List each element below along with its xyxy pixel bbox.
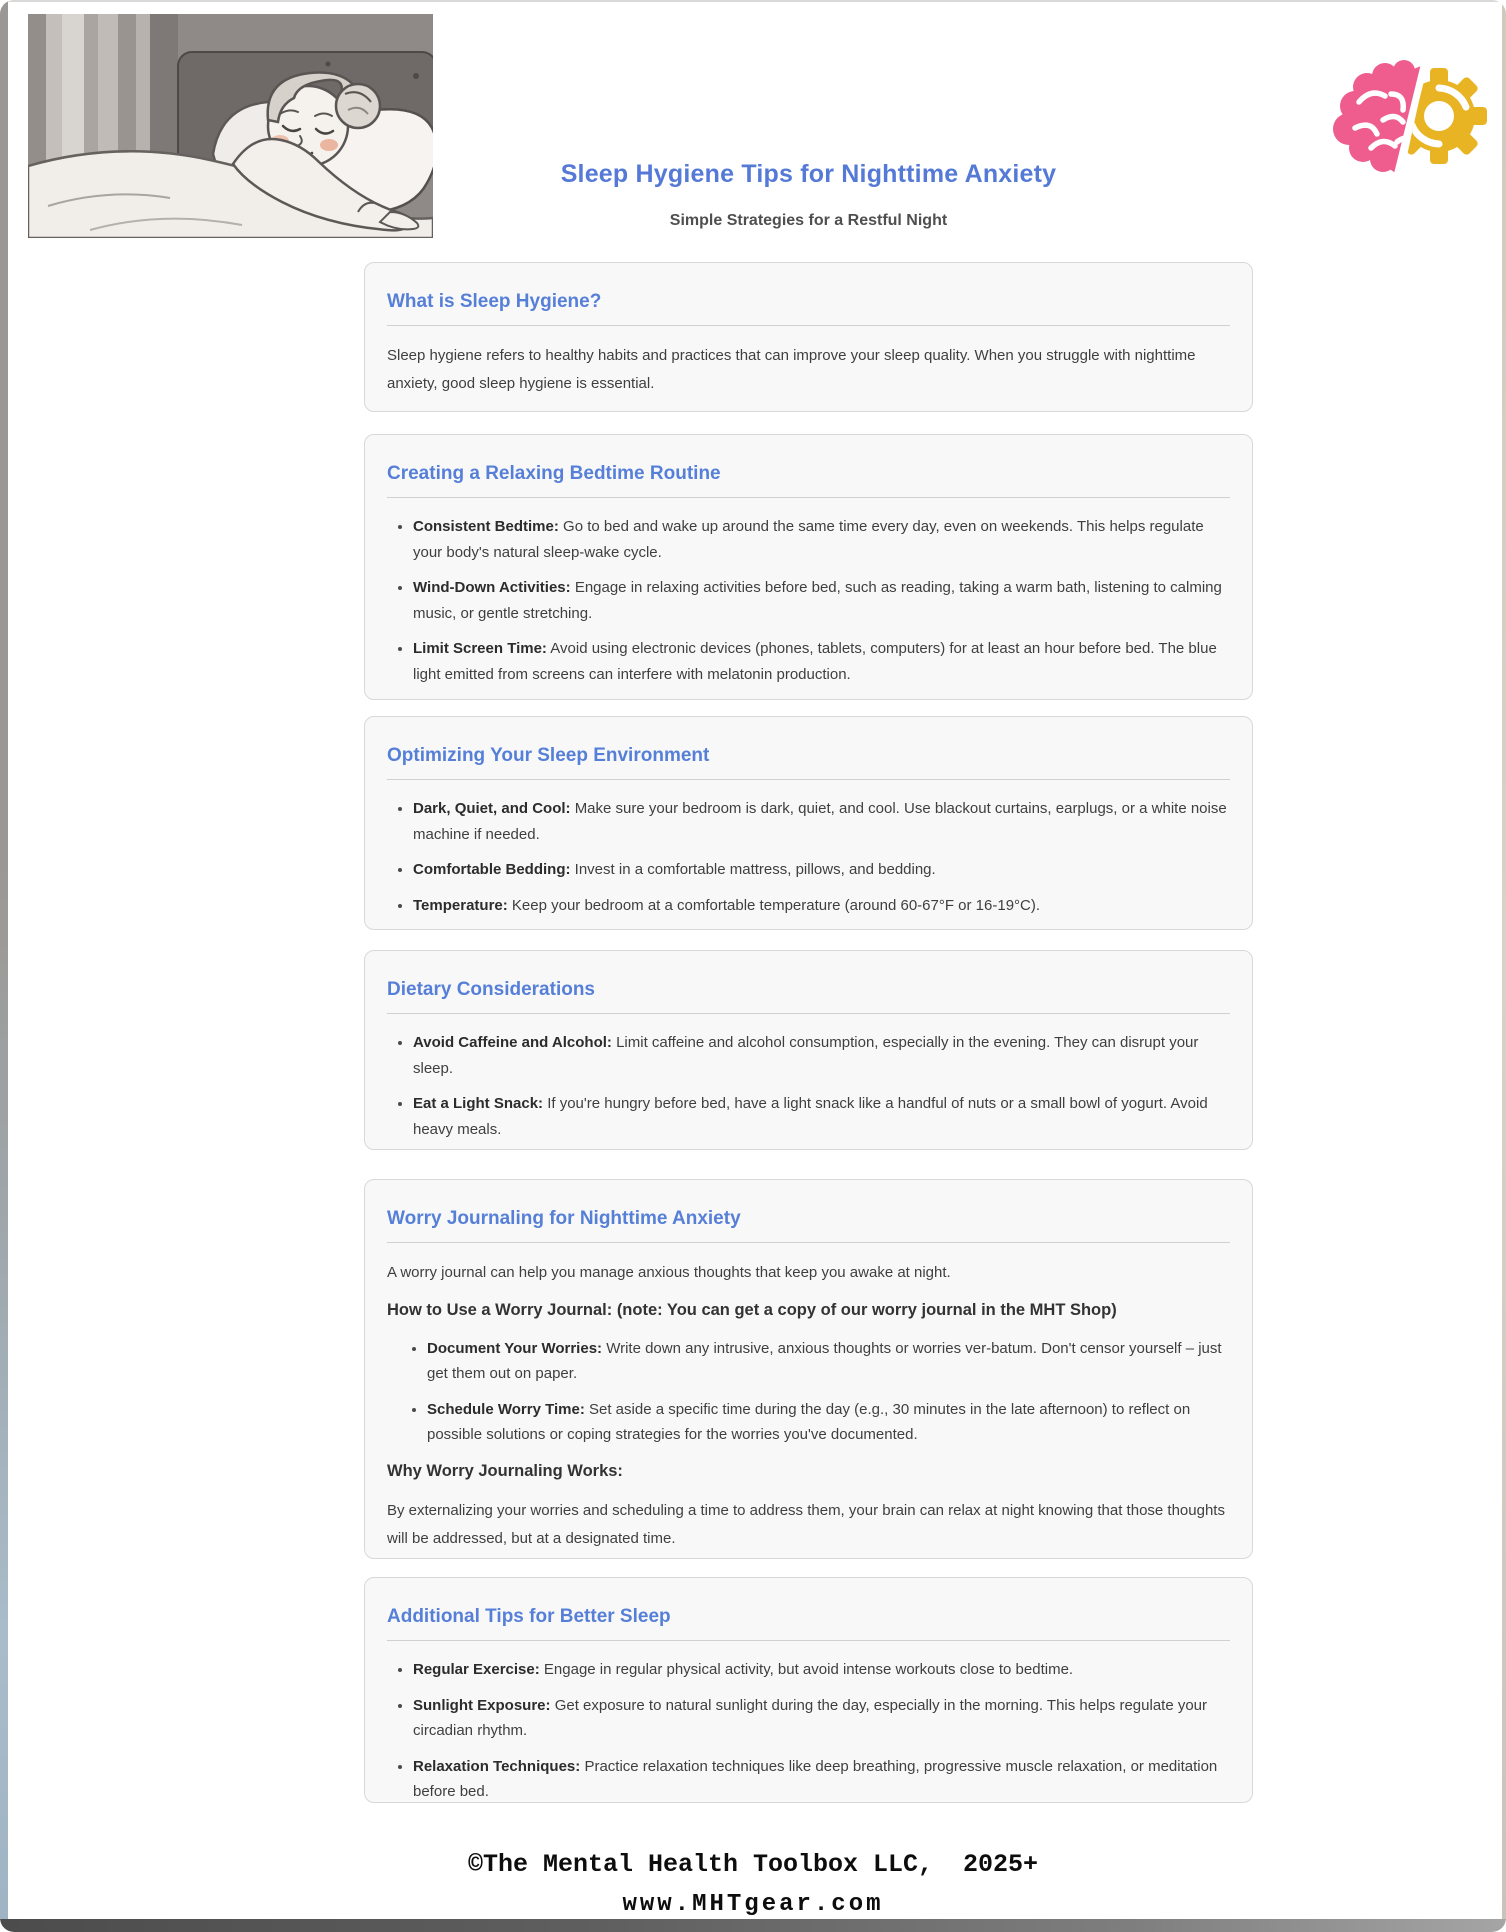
list-item (413, 1030, 1230, 1081)
bullet-list (387, 796, 1230, 918)
list-item (413, 636, 1230, 687)
bullet-label: Relaxation Techniques: (413, 1757, 581, 1775)
bullet-label: Temperature: (413, 896, 508, 914)
section-divider (387, 325, 1230, 326)
list-item (413, 796, 1230, 847)
section-divider (387, 1013, 1230, 1014)
list-item (413, 575, 1230, 626)
bullet-text: Engage in relaxing activities before bed, such as reading, taking a warm bath, listening to calming music, or gentle stretching. (413, 579, 1222, 622)
bullet-label: Limit Screen Time: (413, 640, 547, 657)
bullet-text: If you're hungry before bed, have a light snack like a handful of nuts or a small bowl of yogurt. Avoid heavy meals. (413, 1095, 1208, 1138)
bullet-text: Make sure your bedroom is dark, quiet, and cool. Use blackout curtains, earplugs, or a white noise machine if needed. (413, 800, 1227, 843)
section-heading: Additional Tips for Better Sleep (387, 1606, 671, 1627)
section-heading: What is Sleep Hygiene? (387, 291, 602, 312)
page-left-edge (0, 0, 8, 1920)
bullet-label: Eat a Light Snack: (413, 1095, 544, 1112)
bullet-text: Keep your bedroom at a comfortable temperature (around 60-67°F or 16-19°C). (511, 896, 1041, 914)
bullet-text: Avoid using electronic devices (phones, tablets, computers) for at least an hour before bed. The blue light emitted from screens can interfere with melatonin production. (413, 640, 1217, 683)
section-heading: Creating a Relaxing Bedtime Routine (387, 463, 721, 484)
bullet-label: Regular Exercise: (413, 1661, 540, 1678)
list-item (427, 1397, 1230, 1448)
section-divider (387, 1242, 1230, 1243)
bullet-list (387, 1336, 1230, 1448)
paragraph: Sleep hygiene refers to healthy habits and practices that can improve your sleep quality. When you struggle with nighttime anxiety, good sleep hygiene is essential. (387, 347, 1196, 392)
bullet-text: Get exposure to natural sunlight during the day, especially in the morning. This helps regulate your circadian rhythm. (413, 1696, 1208, 1739)
bullet-label: Consistent Bedtime: (413, 518, 559, 535)
bullet-label: Comfortable Bedding: (413, 861, 571, 878)
subheading: Why Worry Journaling Works: (387, 1461, 623, 1480)
page-subtitle: Simple Strategies for a Restful Night (669, 212, 948, 229)
section-divider (387, 1640, 1230, 1641)
list-item (413, 1091, 1230, 1142)
bullet-text: Set aside a specific time during the day (e.g., 30 minutes in the late afternoon) to reflect on possible solutions or coping strategies for the worries you've documented. (427, 1400, 1191, 1444)
bullet-text: Invest in a comfortable mattress, pillows, and bedding. (574, 861, 936, 878)
list-item (413, 1693, 1230, 1744)
bullet-label: Avoid Caffeine and Alcohol: (413, 1034, 612, 1051)
section-card-dietary-considerations (364, 950, 1253, 1150)
paragraph: By externalizing your worries and scheduling a time to address them, your brain can relax at night knowing that those thoughts will be addressed, but at a designated time. (387, 1501, 1225, 1547)
bullet-text: Limit caffeine and alcohol consumption, especially in the evening. They can disrupt your sleep. (413, 1034, 1199, 1077)
page-title: Sleep Hygiene Tips for Nighttime Anxiety (560, 160, 1057, 188)
section-heading: Worry Journaling for Nighttime Anxiety (387, 1208, 741, 1229)
list-item (413, 1657, 1230, 1683)
bullet-label: Document Your Worries: (427, 1339, 603, 1357)
page-bottom-edge (0, 1919, 1506, 1932)
bullet-list (387, 1657, 1230, 1803)
bullet-label: Wind-Down Activities: (413, 579, 571, 596)
section-card-sleep-environment (364, 716, 1253, 930)
bullet-label: Sunlight Exposure: (413, 1696, 551, 1714)
page-right-edge (1502, 0, 1506, 1920)
footer-copyright: ©The Mental Health Toolbox LLC, 2025+ (467, 1850, 1039, 1879)
bullet-label: Schedule Worry Time: (427, 1400, 585, 1418)
list-item (413, 857, 1230, 883)
bullet-label: Dark, Quiet, and Cool: (413, 800, 571, 817)
list-item (427, 1336, 1230, 1387)
brain-gear-logo-icon (1325, 50, 1493, 188)
bullet-text: Go to bed and wake up around the same time every day, even on weekends. This helps regulate your body's natural sleep-wake cycle. (413, 518, 1204, 561)
bullet-text: Practice relaxation techniques like deep breathing, progressive muscle relaxation, or meditation before bed. (413, 1757, 1218, 1800)
section-heading: Dietary Considerations (387, 979, 595, 1000)
section-card-bedtime-routine (364, 434, 1253, 700)
bullet-text: Engage in regular physical activity, but avoid intense workouts close to bedtime. (543, 1661, 1074, 1678)
list-item (413, 893, 1230, 919)
section-divider (387, 497, 1230, 498)
section-heading: Optimizing Your Sleep Environment (387, 745, 710, 766)
section-card-what-is-sleep-hygiene (364, 262, 1253, 412)
page-top-edge (0, 0, 1506, 2)
bullet-text: Write down any intrusive, anxious thoughts or worries ver-batum. Don't censor yourself – just get them out on paper. (427, 1339, 1222, 1383)
section-divider (387, 779, 1230, 780)
footer-url: www.MHTgear.com (622, 1891, 884, 1918)
bullet-list (387, 1030, 1230, 1142)
sleeping-person-illustration (28, 14, 433, 238)
bullet-list (387, 514, 1230, 687)
section-card-worry-journaling (364, 1179, 1253, 1559)
section-card-additional-tips (364, 1577, 1253, 1803)
list-item (413, 514, 1230, 565)
subheading: How to Use a Worry Journal: (note: You can get a copy of our worry journal in the MHT Shop) (387, 1300, 1117, 1319)
paragraph: A worry journal can help you manage anxious thoughts that keep you awake at night. (387, 1264, 951, 1281)
list-item (413, 1754, 1230, 1804)
